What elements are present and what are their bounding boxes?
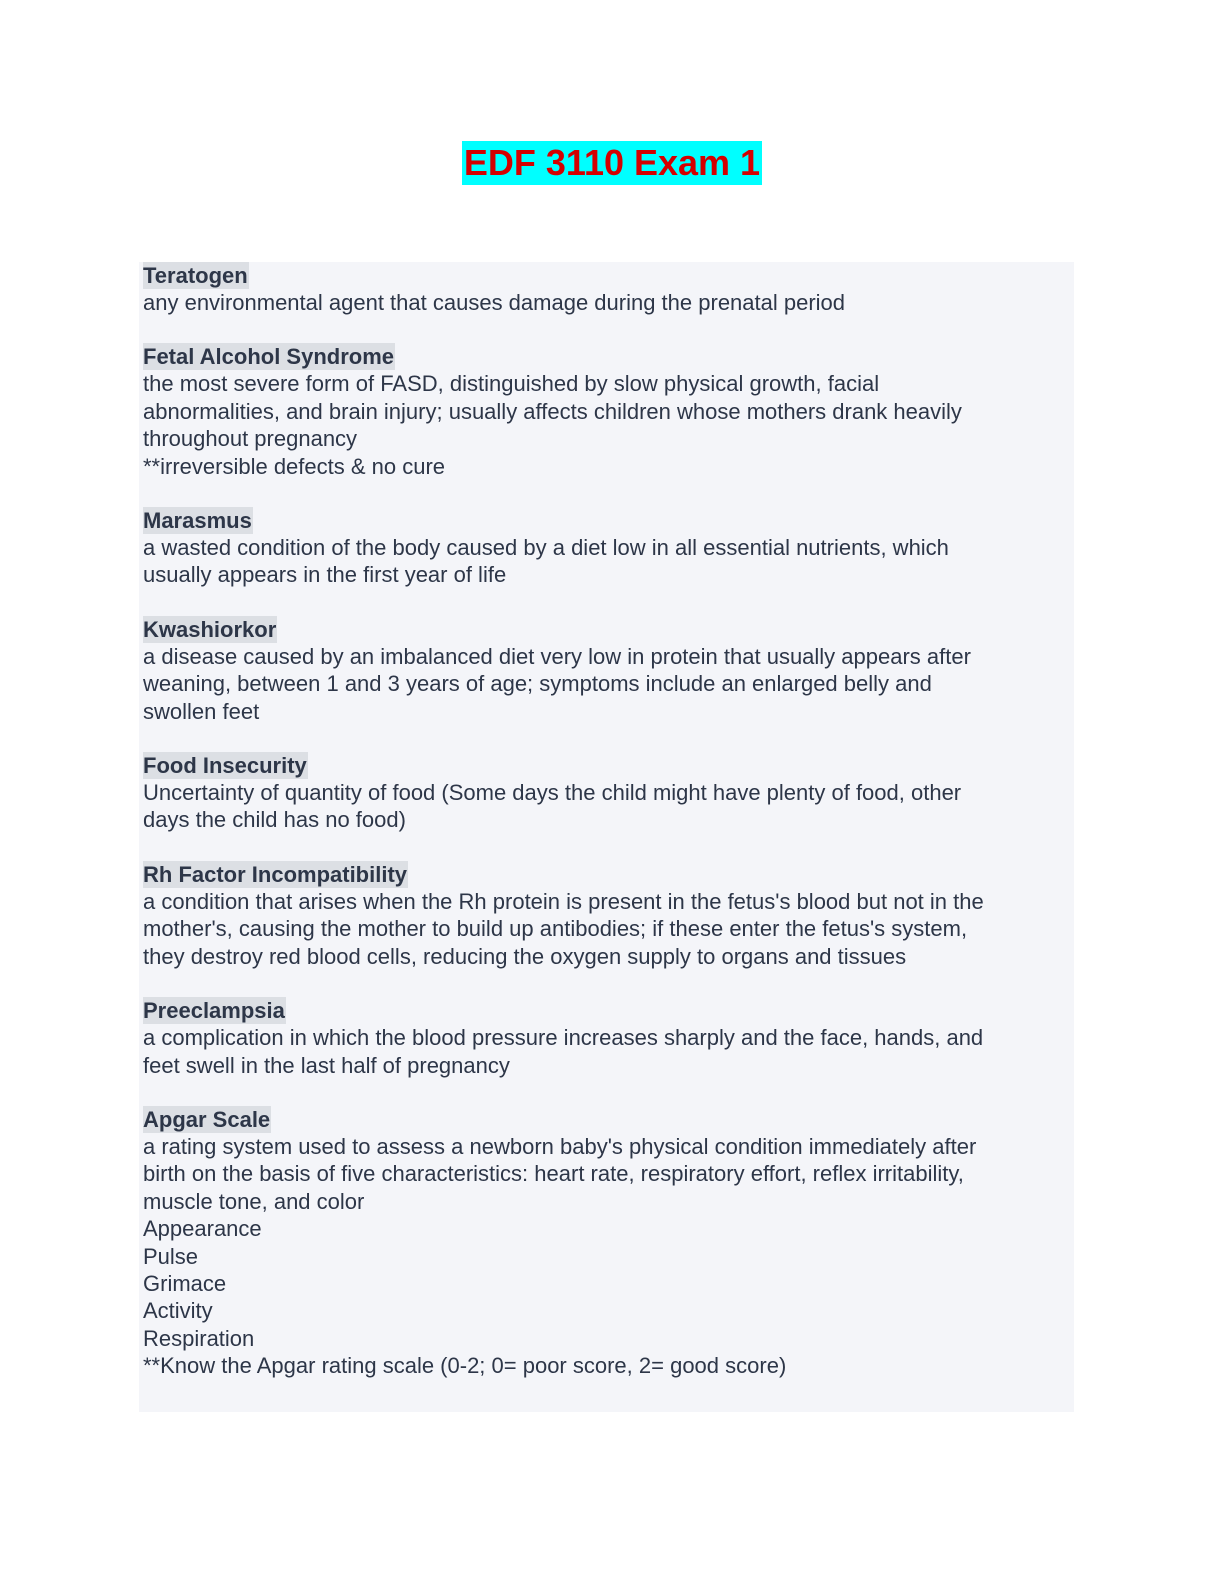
term-block	[143, 616, 1074, 725]
term-title: Teratogen	[143, 263, 248, 288]
definition-line: a complication in which the blood pressure increases sharply and the face, hands, and	[143, 1025, 984, 1051]
definition-line: throughout pregnancy	[143, 426, 358, 452]
term-title: Rh Factor Incompatibility	[143, 861, 408, 887]
definition-line: a disease caused by an imbalanced diet very low in protein that usually appears after	[143, 643, 971, 669]
term-title: Kwashiorkor	[143, 616, 277, 642]
definition-line: swollen feet	[143, 698, 260, 724]
definition-line: Grimace	[143, 1270, 227, 1296]
term-block	[143, 343, 1074, 480]
definition-line: a rating system used to assess a newborn baby's physical condition immediately after	[143, 1133, 977, 1159]
definition-line: birth on the basis of five characteristics: heart rate, respiratory effort, reflex irritability,	[143, 1161, 964, 1187]
definition-line: Pulse	[143, 1243, 199, 1269]
term-block	[143, 861, 1074, 970]
definition-line: muscle tone, and color	[143, 1188, 365, 1214]
definition-line: **irreversible defects & no cure	[143, 453, 446, 479]
term-title: Marasmus	[143, 508, 252, 534]
definition-line: any environmental agent that causes damage during the prenatal period	[143, 290, 846, 315]
term-block	[143, 262, 1074, 316]
definition-line: they destroy red blood cells, reducing the oxygen supply to organs and tissues	[143, 943, 907, 969]
definition-line: abnormalities, and brain injury; usually affects children whose mothers drank heavily	[143, 398, 962, 424]
term-block	[143, 1106, 1074, 1380]
definition-line: **Know the Apgar rating scale (0-2; 0= poor score, 2= good score)	[143, 1353, 787, 1379]
definition-line: Appearance	[143, 1216, 262, 1242]
title-container	[0, 141, 1224, 185]
definition-line: a condition that arises when the Rh protein is present in the fetus's blood but not in the	[143, 888, 984, 914]
definition-line: weaning, between 1 and 3 years of age; symptoms include an enlarged belly and	[143, 671, 932, 697]
definition-line: usually appears in the first year of life	[143, 562, 507, 588]
term-title: Fetal Alcohol Syndrome	[143, 344, 395, 370]
definition-line: Uncertainty of quantity of food (Some days the child might have plenty of food, other	[143, 780, 962, 806]
definition-line: days the child has no food)	[143, 807, 406, 833]
definition-line: feet swell in the last half of pregnancy	[143, 1052, 510, 1078]
document-title: EDF 3110 Exam 1	[463, 142, 761, 183]
term-title: Preeclampsia	[143, 998, 285, 1024]
definition-line: Activity	[143, 1298, 213, 1324]
term-title: Apgar Scale	[143, 1106, 271, 1132]
term-block	[143, 752, 1074, 834]
definition-line: mother's, causing the mother to build up antibodies; if these enter the fetus's system,	[143, 916, 968, 942]
term-block	[143, 997, 1074, 1079]
flashcard-content	[139, 262, 1074, 1412]
definition-line: a wasted condition of the body caused by a diet low in all essential nutrients, which	[143, 535, 949, 561]
term-block	[143, 507, 1074, 589]
definition-line: the most severe form of FASD, distinguished by slow physical growth, facial	[143, 371, 880, 397]
definition-line: Respiration	[143, 1325, 255, 1351]
term-title: Food Insecurity	[143, 753, 307, 779]
